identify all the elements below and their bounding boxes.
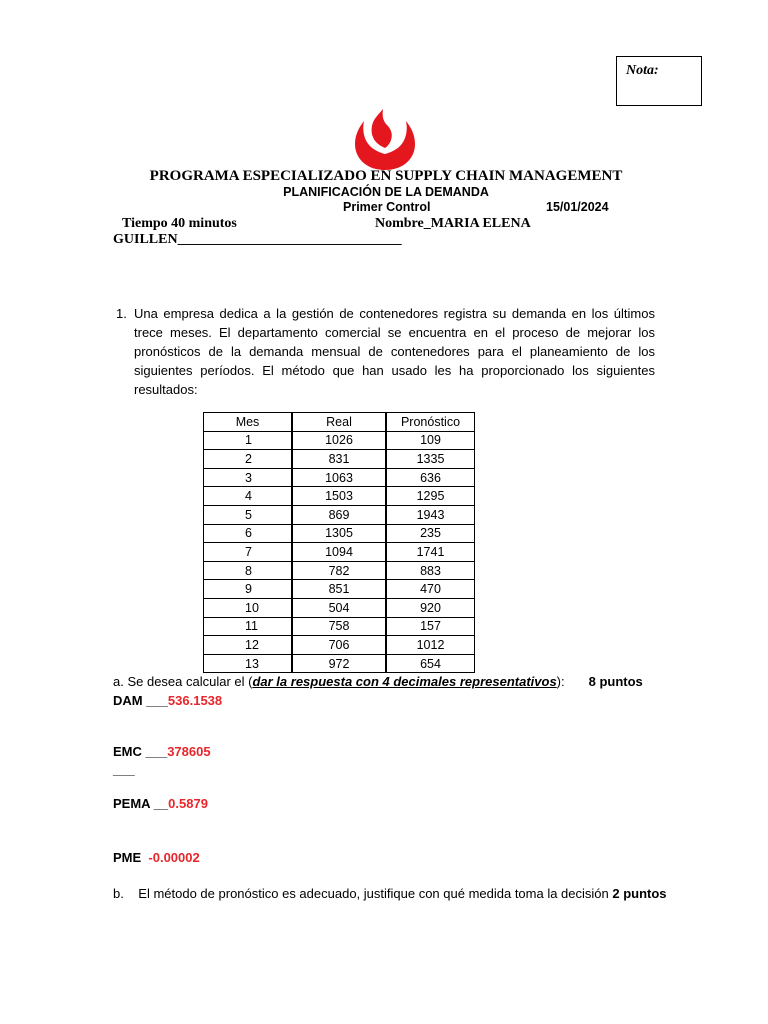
header-mes: Mes: [204, 413, 293, 432]
table-row: [204, 598, 475, 617]
cell-real: 1063: [292, 468, 386, 487]
cell-mes: 10: [204, 598, 293, 617]
cell-mes: 4: [204, 487, 293, 506]
part-a-points: 8 puntos: [588, 674, 643, 689]
cell-pronostico: 157: [386, 617, 475, 636]
pema-value: 0.5879: [168, 796, 208, 811]
part-a-prefix: a. Se desea calcular el (: [113, 674, 253, 689]
table-row: [204, 561, 475, 580]
cell-mes: 12: [204, 636, 293, 655]
table-row: [204, 450, 475, 469]
cell-pronostico: 1295: [386, 487, 475, 506]
part-a-emphasis: dar la respuesta con 4 decimales representativos: [252, 674, 557, 689]
cell-real: 831: [292, 450, 386, 469]
emc-value: 378605: [167, 744, 211, 759]
cell-real: 972: [292, 654, 386, 673]
table-row: [204, 543, 475, 562]
cell-real: 851: [292, 580, 386, 599]
question-number: 1.: [116, 306, 127, 321]
cell-real: 1305: [292, 524, 386, 543]
cell-pronostico: 636: [386, 468, 475, 487]
cell-pronostico: 1335: [386, 450, 475, 469]
upc-flame-logo-icon: [352, 108, 418, 172]
cell-real: 706: [292, 636, 386, 655]
pme-label: PME: [113, 850, 149, 865]
cell-real: 869: [292, 505, 386, 524]
cell-mes: 9: [204, 580, 293, 599]
cell-pronostico: 470: [386, 580, 475, 599]
cell-pronostico: 654: [386, 654, 475, 673]
cell-real: 758: [292, 617, 386, 636]
table-row: [204, 468, 475, 487]
grade-box: [616, 56, 702, 106]
course-subtitle: PLANIFICACIÓN DE LA DEMANDA: [283, 185, 489, 199]
exam-date: 15/01/2024: [546, 200, 609, 214]
part-b-points: 2 puntos: [612, 886, 667, 901]
demand-table: [203, 412, 475, 673]
cell-mes: 13: [204, 654, 293, 673]
table-row: [204, 636, 475, 655]
emc-label: EMC ___: [113, 744, 168, 759]
student-surname: GUILLEN________________________________: [113, 232, 402, 247]
cell-pronostico: 1943: [386, 505, 475, 524]
cell-mes: 5: [204, 505, 293, 524]
cell-mes: 3: [204, 468, 293, 487]
time-limit: Tiempo 40 minutos: [122, 216, 237, 231]
cell-pronostico: 1012: [386, 636, 475, 655]
pema-label: PEMA __: [113, 796, 169, 811]
dam-value: 536.1538: [167, 693, 223, 708]
pema-answer: [113, 796, 208, 811]
cell-real: 1503: [292, 487, 386, 506]
cell-mes: 2: [204, 450, 293, 469]
part-a-suffix: ):: [556, 674, 565, 689]
control-label: Primer Control: [343, 200, 431, 214]
cell-real: 1026: [292, 431, 386, 450]
cell-mes: 7: [204, 543, 293, 562]
dam-answer: [113, 693, 222, 708]
cell-pronostico: 883: [386, 561, 475, 580]
cell-mes: 11: [204, 617, 293, 636]
header-real: Real: [292, 413, 386, 432]
cell-real: 782: [292, 561, 386, 580]
table-row: [204, 617, 475, 636]
header-pronostico: Pronóstico: [386, 413, 475, 432]
emc-answer: [113, 744, 211, 759]
question-text: Una empresa dedica a la gestión de contenedores registra su demanda en los últimos trece meses. El departamento comercial se encuentra en el proceso de mejorar los pronósticos de la demanda mensual de contenedores para el planeamiento de los siguientes períodos. El método que han usado les ha proporcionado los siguientes resultados:: [134, 306, 655, 397]
cell-mes: 1: [204, 431, 293, 450]
table-header-row: [204, 413, 475, 432]
part-b-text: b. El método de pronóstico es adecuado, justifique con qué medida toma la decisión: [113, 886, 613, 901]
student-name: Nombre_MARIA ELENA: [375, 216, 531, 231]
table-row: [204, 524, 475, 543]
table-row: [204, 487, 475, 506]
table-row: [204, 431, 475, 450]
part-b-prompt: [113, 886, 667, 901]
cell-mes: 8: [204, 561, 293, 580]
cell-pronostico: 920: [386, 598, 475, 617]
pme-value: -0.00002: [148, 850, 200, 865]
table-row: [204, 505, 475, 524]
table-row: [204, 580, 475, 599]
program-title: PROGRAMA ESPECIALIZADO EN SUPPLY CHAIN MANAGEMENT: [149, 168, 623, 184]
question-1: [116, 304, 655, 399]
cell-real: 1094: [292, 543, 386, 562]
dam-label: DAM ___: [113, 693, 168, 708]
table-row: [204, 654, 475, 673]
cell-real: 504: [292, 598, 386, 617]
part-a-prompt: [113, 674, 643, 689]
cell-pronostico: 235: [386, 524, 475, 543]
cell-pronostico: 109: [386, 431, 475, 450]
cell-mes: 6: [204, 524, 293, 543]
grade-label: Nota:: [626, 63, 659, 78]
cell-pronostico: 1741: [386, 543, 475, 562]
emc-continuation: ___: [113, 762, 135, 777]
pme-answer: [113, 850, 200, 865]
